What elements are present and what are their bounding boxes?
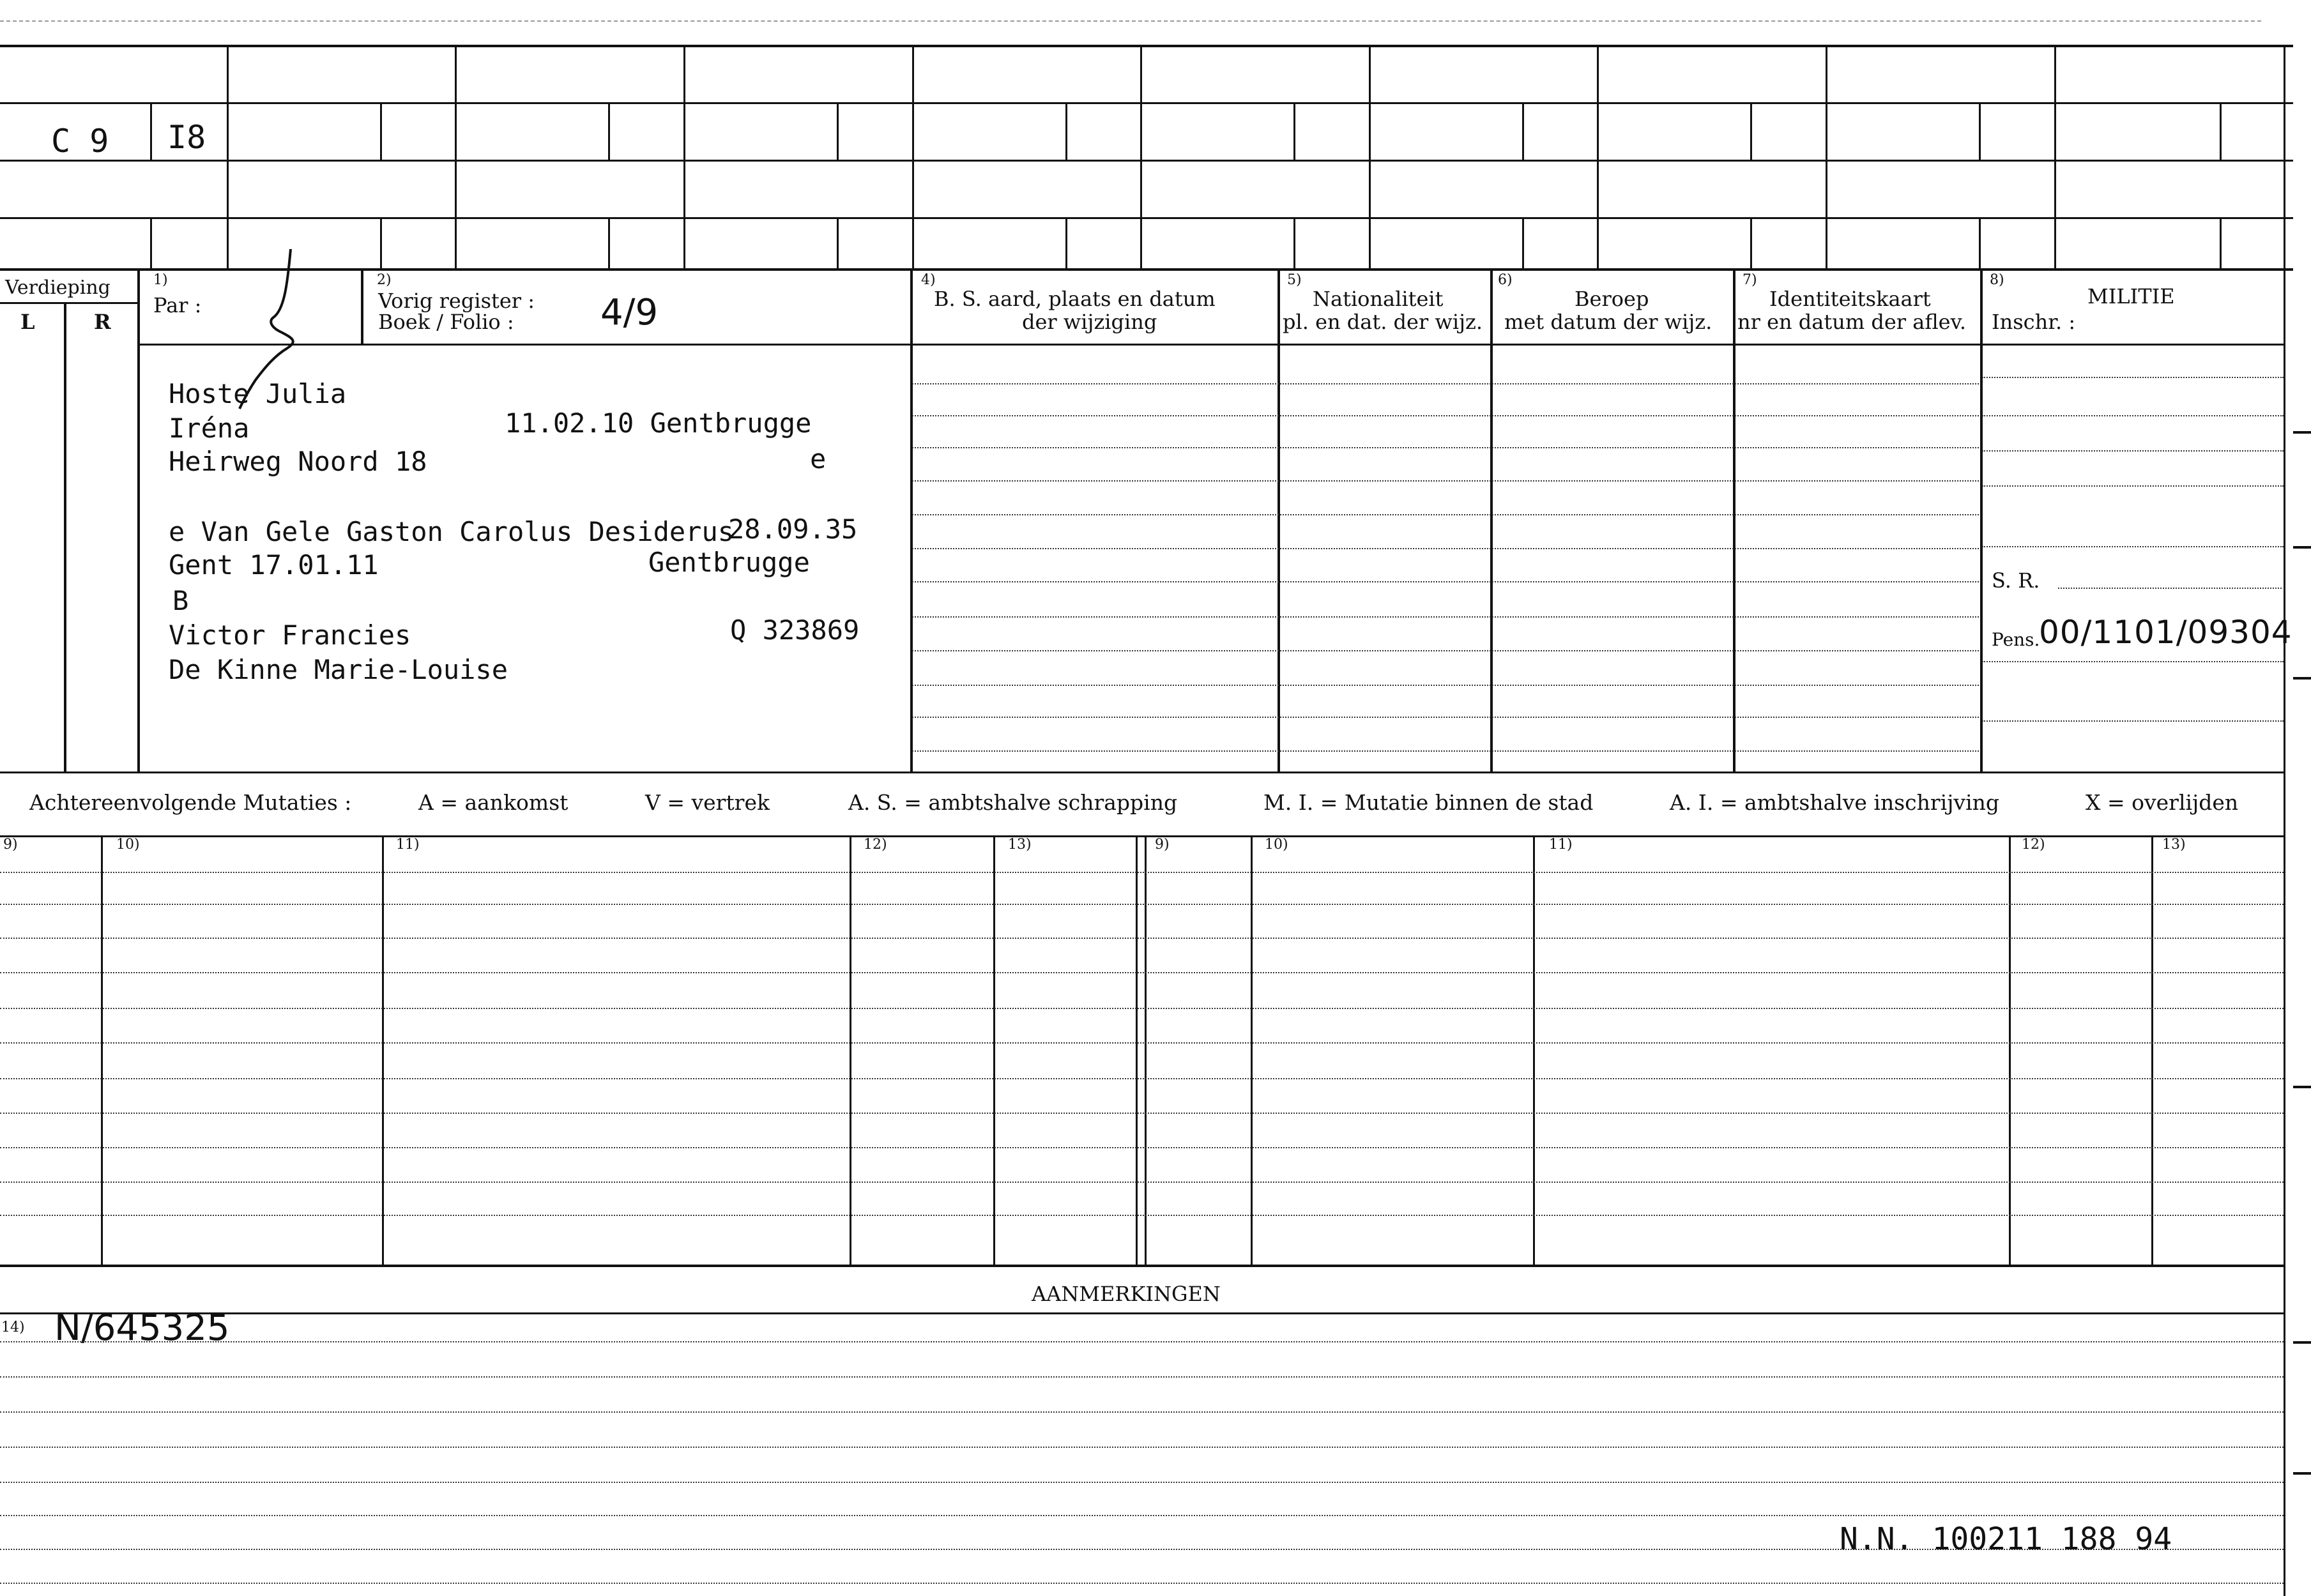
grid-line <box>608 102 610 160</box>
grid-line <box>1251 835 1253 1265</box>
grid-line <box>1278 268 1280 771</box>
sr-label: S. R. <box>1992 568 2040 593</box>
grid-line <box>837 217 839 268</box>
person-line: Heirweg Noord 18 <box>169 446 427 477</box>
grid-line <box>1293 217 1295 268</box>
ruling-line <box>912 548 1979 549</box>
legend-item: X = overlijden <box>2086 790 2239 815</box>
ruling-line <box>0 938 2284 939</box>
spouse-place: Gentbrugge <box>648 547 810 578</box>
ruling-line <box>0 972 2284 973</box>
pension-number: 00/1101/09304 <box>2039 614 2292 651</box>
book-folio-value: 4/9 <box>600 292 659 333</box>
profession-number: 6) <box>1498 272 1513 288</box>
card-code-left: C 9 <box>51 123 109 160</box>
edge-tick <box>2293 1086 2311 1088</box>
ruling-line <box>0 1583 2284 1584</box>
par-number: 1) <box>153 272 168 288</box>
grid-line <box>993 835 995 1265</box>
sr-dotted-line <box>2058 588 2282 589</box>
ruling-line <box>0 1341 2284 1342</box>
edge-tick <box>2293 1341 2311 1344</box>
remarks-number: 14) <box>1 1319 25 1335</box>
ruling-line <box>1982 485 2284 487</box>
floor-label: Verdieping <box>5 277 111 299</box>
edge-tick <box>2293 431 2311 434</box>
person-line: Iréna <box>169 413 250 444</box>
id-card-label-line1: Identiteitskaart <box>1769 287 1931 311</box>
legend-item: V = vertrek <box>645 790 770 815</box>
nationality-label-line1: Nationaliteit <box>1313 287 1444 311</box>
grid-line <box>1522 217 1524 268</box>
ruling-line <box>912 581 1979 582</box>
ruling-line <box>912 514 1979 515</box>
top-edge-mark <box>0 20 2261 22</box>
ruling-line <box>0 1182 2284 1183</box>
grid-line <box>361 268 363 344</box>
person-line: De Kinne Marie-Louise <box>169 654 508 685</box>
ruling-line <box>0 1147 2284 1148</box>
bs-label-line1: B. S. aard, plaats en datum <box>934 287 1216 311</box>
grid-line <box>0 45 2293 47</box>
ruling-line <box>912 480 1979 482</box>
grid-line <box>0 771 2284 773</box>
ruling-line <box>912 685 1979 686</box>
person-line: Gent 17.01.11 <box>169 549 379 581</box>
ruling-line <box>912 717 1979 718</box>
grid-line <box>2151 835 2153 1265</box>
edge-tick <box>2293 1472 2311 1475</box>
grid-line <box>2220 102 2222 160</box>
grid-line <box>1750 217 1752 268</box>
grid-line <box>380 102 382 160</box>
id-card-label-line2: nr en datum der aflev. <box>1737 310 1967 334</box>
legend-item: A. S. = ambtshalve schrapping <box>848 790 1178 815</box>
edge-tick <box>2293 546 2311 549</box>
grid-line <box>1145 835 1147 1265</box>
ruling-line <box>912 650 1979 651</box>
grid-line <box>101 835 103 1265</box>
inschr-label: Inschr. : <box>1992 310 2076 334</box>
floor-right-label: R <box>94 310 111 334</box>
grid-line <box>0 302 137 304</box>
card-code-right: I8 <box>167 119 206 156</box>
ruling-line <box>912 447 1979 448</box>
grid-line <box>1293 102 1295 160</box>
id-code: Q 323869 <box>730 614 860 646</box>
national-number: N.N. 100211 188 94 <box>1840 1521 2172 1557</box>
grid-line <box>0 268 2293 271</box>
pens-label: Pens. <box>1992 629 2040 650</box>
nationality-label-line2: pl. en dat. der wijz. <box>1283 310 1483 334</box>
grid-line <box>380 217 382 268</box>
grid-line <box>0 217 2293 219</box>
ruling-line <box>0 1515 2284 1516</box>
grid-line <box>2009 835 2011 1265</box>
grid-line <box>150 217 152 268</box>
grid-line <box>1140 45 1142 268</box>
ruling-line <box>0 904 2284 905</box>
grid-line <box>1750 102 1752 160</box>
ruling-line <box>0 872 2284 873</box>
ruling-line <box>912 383 1979 384</box>
grid-line <box>382 835 384 1265</box>
grid-line <box>1533 835 1535 1265</box>
militia-title: MILITIE <box>2087 284 2175 308</box>
grid-line <box>455 45 457 268</box>
mutation-col-number: 10) <box>1265 837 1288 853</box>
grid-line <box>910 268 913 771</box>
ruling-line <box>0 1376 2284 1378</box>
mutation-col-number: 9) <box>1155 837 1170 853</box>
grid-line <box>2284 45 2285 1596</box>
ruling-line <box>0 1447 2284 1448</box>
ruling-line <box>1982 661 2284 662</box>
person-line: B <box>172 585 189 616</box>
mutation-col-number: 9) <box>3 837 18 853</box>
grid-line <box>912 45 914 268</box>
legend-item: A. I. = ambtshalve inschrijving <box>1670 790 2000 815</box>
edge-tick <box>2293 677 2311 680</box>
nationality-number: 5) <box>1287 272 1302 288</box>
remarks-value: N/645325 <box>54 1307 230 1349</box>
mutation-col-number: 11) <box>396 837 420 853</box>
mutation-col-number: 12) <box>864 837 887 853</box>
grid-line <box>1490 268 1493 771</box>
ruling-line <box>1982 415 2284 416</box>
ruling-line <box>0 1215 2284 1216</box>
grid-line <box>1597 45 1599 268</box>
grid-line <box>1522 102 1524 160</box>
ruling-line <box>1982 450 2284 452</box>
ruling-line <box>0 1113 2284 1114</box>
grid-line <box>0 160 2293 162</box>
book-folio-label: Boek / Folio : <box>378 310 514 334</box>
grid-line <box>0 1265 2284 1267</box>
ruling-line <box>1982 546 2284 547</box>
par-label: Par : <box>153 293 202 317</box>
grid-line <box>64 302 66 771</box>
grid-line <box>1065 217 1067 268</box>
ruling-line <box>1982 377 2284 378</box>
grid-line <box>150 102 152 160</box>
ruling-line <box>0 1482 2284 1483</box>
prev-register-number: 2) <box>377 272 392 288</box>
legend-title: Achtereenvolgende Mutaties : <box>29 790 352 815</box>
ruling-line <box>0 1078 2284 1079</box>
grid-line <box>1065 102 1067 160</box>
mutation-col-number: 12) <box>2022 837 2045 853</box>
grid-line <box>608 217 610 268</box>
ruling-line <box>912 750 1979 752</box>
grid-line <box>137 268 140 771</box>
grid-line <box>1980 268 1983 771</box>
ruling-line <box>0 1411 2284 1413</box>
grid-line <box>227 45 229 268</box>
bs-label-line2: der wijziging <box>1022 310 1157 334</box>
ruling-line <box>912 415 1979 416</box>
grid-line <box>1136 835 1138 1265</box>
grid-line <box>1733 268 1735 771</box>
person-line: Victor Francies <box>169 619 411 651</box>
profession-label-line2: met datum der wijz. <box>1504 310 1712 334</box>
prev-register-label: Vorig register : <box>378 289 535 313</box>
grid-line <box>1979 217 1981 268</box>
mutation-col-number: 13) <box>1008 837 1032 853</box>
grid-line <box>683 45 685 268</box>
e-mark: e <box>810 443 827 475</box>
grid-line <box>1979 102 1981 160</box>
floor-left-label: L <box>20 310 35 334</box>
spouse-date: 28.09.35 <box>728 513 858 545</box>
grid-line <box>137 344 2284 346</box>
mutation-col-number: 13) <box>2162 837 2186 853</box>
grid-line <box>0 102 2293 104</box>
grid-line <box>1826 45 1827 268</box>
grid-line <box>2220 217 2222 268</box>
person-line: Hoste Julia <box>169 378 347 409</box>
ruling-line <box>1982 720 2284 722</box>
grid-line <box>0 1312 2284 1314</box>
mutation-col-number: 10) <box>116 837 140 853</box>
birth-date-place: 11.02.10 Gentbrugge <box>505 407 812 439</box>
pen-stroke <box>217 246 319 412</box>
ruling-line <box>0 1042 2284 1044</box>
remarks-title: AANMERKINGEN <box>1032 1282 1221 1306</box>
ruling-line <box>0 1008 2284 1009</box>
profession-label-line1: Beroep <box>1575 287 1649 311</box>
ruling-line <box>912 616 1979 618</box>
militia-number: 8) <box>1990 272 2004 288</box>
bs-number: 4) <box>921 272 936 288</box>
grid-line <box>1369 45 1371 268</box>
mutation-col-number: 11) <box>1549 837 1573 853</box>
legend-item: A = aankomst <box>418 790 568 815</box>
person-line: e Van Gele Gaston Carolus Desiderus <box>169 516 735 547</box>
legend-item: M. I. = Mutatie binnen de stad <box>1263 790 1594 815</box>
grid-line <box>2054 45 2056 268</box>
grid-line <box>850 835 851 1265</box>
grid-line <box>0 835 2284 837</box>
grid-line <box>837 102 839 160</box>
id-card-number: 7) <box>1743 272 1757 288</box>
